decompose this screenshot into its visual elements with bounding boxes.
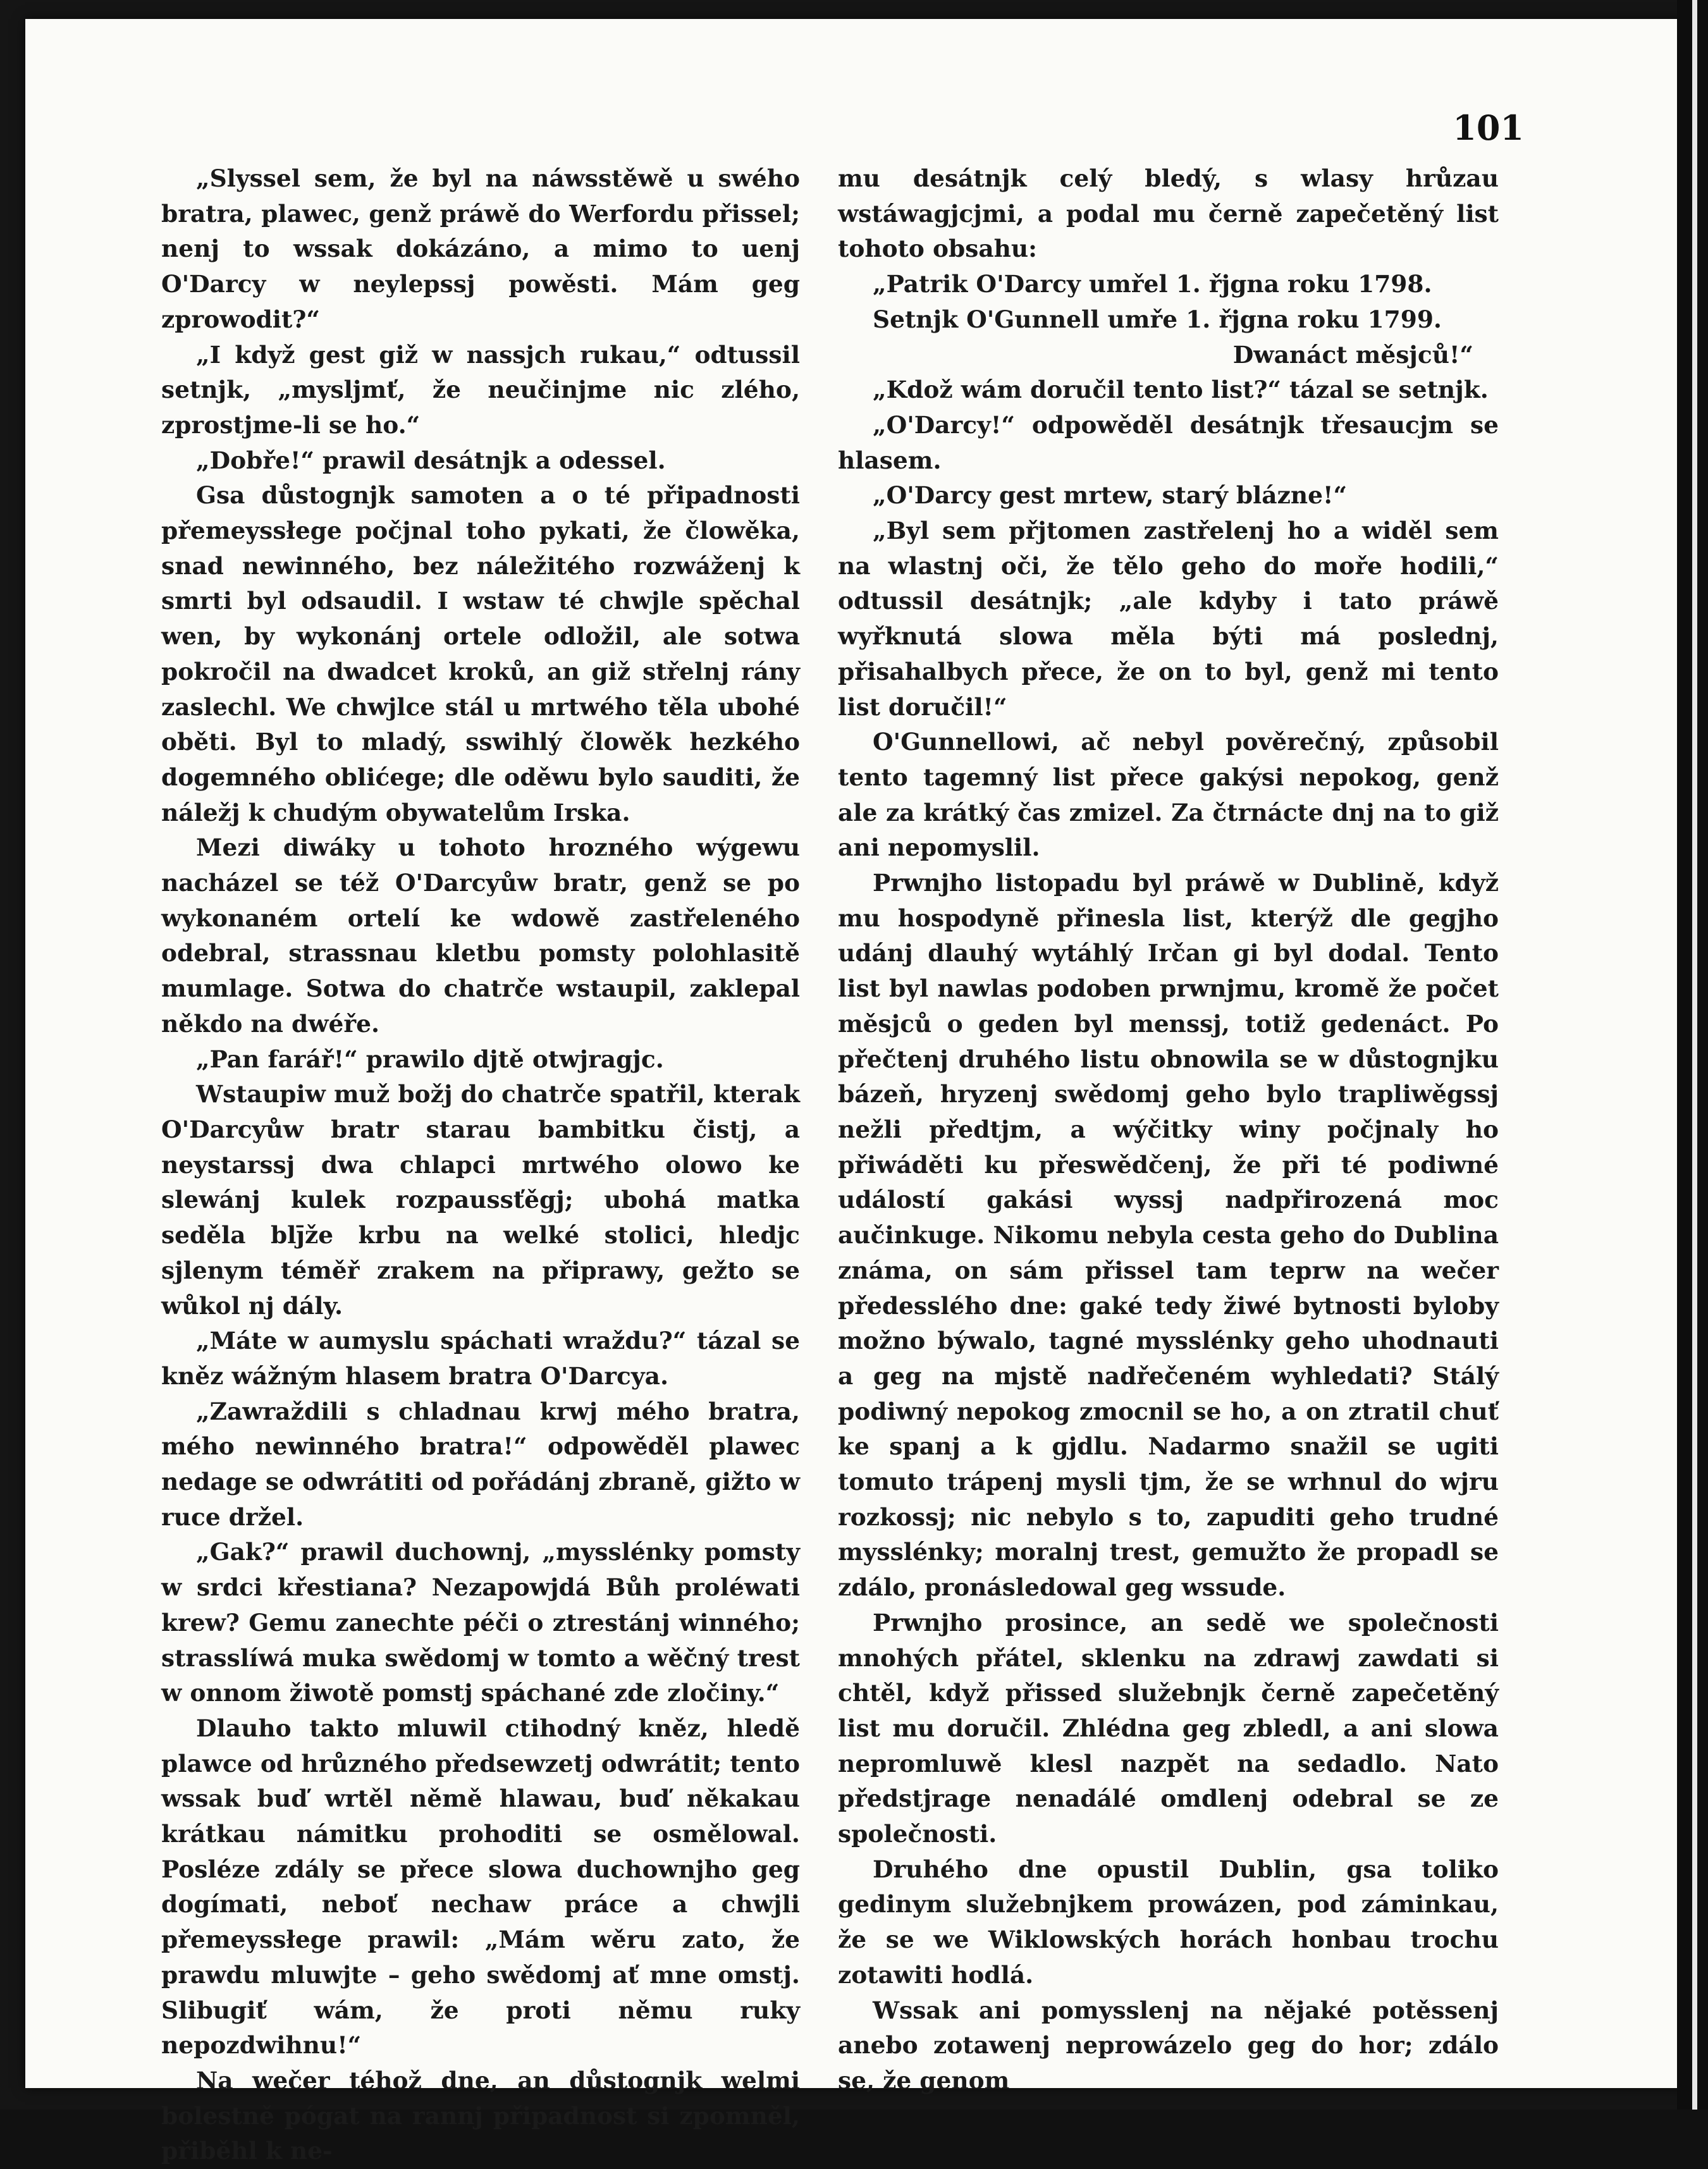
paragraph: „Dobře!“ prawil desátnjk a odessel. — [196, 446, 666, 474]
left-text-column — [161, 161, 800, 2169]
paragraph: Wstaupiw muž božj do chatrče spatřil, kterak O'Darcyůw bratr starau bambitku čistj, a neystarssj dwa chlapci mrtwého olowo ke slewánj kulek rozpaussťěgj; ubohá matka seděla blj̄že krbu na welké stolici, hledjc sjlenym téměř zrakem na připrawy, gežto se wůkol nj dály. — [161, 1080, 800, 1320]
paragraph: Prwnjho prosince, an sedě we společnosti mnohých přátel, sklenku na zdrawj zawdati si chtěl, když přissed služebnjk černě zapečetěný list mu doručil. Zhlédna geg zbledl, a ani slowa nepromluwě klesl nazpět na sedadlo. Nato předstjrage nenadálé omdlenj odebral se ze společnosti. — [838, 1608, 1499, 1848]
paragraph: „Byl sem přjtomen zastřelenj ho a widěl sem na wlastnj oči, že tělo geho do moře hodili,“ odtussil desátnjk; „ale kdyby i tato práwě wyřknutá slowa měla býti má poslednj, přisahalbych přece, že on to byl, genž mi tento list doručil!“ — [838, 517, 1499, 721]
paragraph: „Patrik O'Darcy umřel 1. řjgna roku 1798. — [873, 270, 1432, 298]
paragraph: mu desátnjk celý bledý, s wlasy hrůzau wstáwagjcjmi, a podal mu černě zapečetěný list tohoto obsahu: — [838, 164, 1499, 263]
paragraph: „Máte w aumyslu spáchati wraždu?“ tázal se kněz wážným hlasem bratra O'Darcya. — [161, 1327, 800, 1390]
paragraph: „Gak?“ prawil duchownj, „mysslénky pomsty w srdci křestiana? Nezapowjdá Bůh proléwati krew? Gemu zanechte péči o ztrestánj winného; strasslíwá muka swědomj w tomto a wěčný trest w onnom žiwotě pomstj spáchané zde zločiny.“ — [161, 1538, 800, 1707]
paragraph: Setnjk O'Gunnell umře 1. řjgna roku 1799. — [873, 305, 1442, 333]
paragraph: Mezi diwáky u tohoto hrozného wýgewu nacházel se též O'Darcyůw bratr, genž se po wykonaném ortelí ke wdowě zastřeleného odebral, strassnau kletbu pomsty polohlasitě mumlage. Sotwa do chatrče wstaupil, zaklepal někdo na dwéře. — [161, 833, 800, 1038]
scan-edge — [1677, 0, 1708, 2110]
paragraph: „Pan farář!“ prawilo djtě otwjragjc. — [196, 1045, 664, 1073]
paragraph: „I když gest giž w nassjch rukau,“ odtussil setnjk, „mysljmť, že neučinjme nic zlého, zprostjme-li se ho.“ — [161, 340, 800, 439]
right-text-column — [838, 161, 1499, 2099]
paragraph: Dwanáct měsjců!“ — [1232, 340, 1473, 369]
paragraph: Na wečer téhož dne, an důstognjk welmi bolestně pógat na rannj připadnost si zpomněl, přiběhl k ne- — [161, 2066, 800, 2165]
paragraph: „Zawraždili s chladnau krwj mého bratra, mého newinného bratra!“ odpowěděl plawec nedage se odwrátiti od pořádánj zbraně, gižto w ruce držel. — [161, 1397, 800, 1531]
paragraph: Prwnjho listopadu byl práwě w Dublině, když mu hospodyně přinesla list, kterýž dle gegjho udánj dlauhý wytáhlý Irčan gi byl dodal. Tento list byl nawlas podoben prwnjmu, kromě že počet měsjců o geden byl menssj, totiž gedenáct. Po přečtenj druhého listu obnowila se w důstognjku bázeň, hryzenj swědomj geho bylo trapliwěgssj nežli předtjm, a wýčitky winy počjnaly ho přiwáděti ku přeswědčenj, že při té podiwné událostí gakási wyssj nadpřirozená moc aučinkuge. Nikomu nebyla cesta geho do Dublina známa, on sám přissel tam teprw na wečer předesslého dne: gaké tedy žiwé bytnosti byloby možno býwalo, tagné mysslénky geho uhodnauti a geg na mjstě nadřečeném wyhledati? Stálý podiwný nepokog zmocnil se ho, a on ztratil chuť ke spanj a k gjdlu. Nadarmo snažil se ugiti tomuto trápenj mysli tjm, že se wrhnul do wjru rozkossj; nic nebylo s to, zapuditi geho trudné mysslénky; moralnj trest, gemužto že propadl se zdálo, pronásledowal geg wssude. — [838, 869, 1499, 1602]
paragraph: „Kdož wám doručil tento list?“ tázal se setnjk. — [873, 376, 1489, 404]
paragraph: Druhého dne opustil Dublin, gsa toliko gedinym služebnjkem prowázen, pod záminkau, že se we Wiklowských horách honbau trochu zotawiti hodlá. — [838, 1855, 1499, 1989]
page-number: 101 — [1453, 108, 1524, 148]
paragraph: Gsa důstognjk samoten a o té připadnosti přemeyssłege počjnal toho pykati, že člowěka, snad newinného, bez náležitého rozwáženj k smrti byl odsaudil. I wstaw té chwjle spěchal wen, by wykonánj ortele odložil, ale sotwa pokročil na dwadcet kroků, an giž střelnj rány zaslechl. We chwjlce stál u mrtwého těla ubohé oběti. Byl to mladý, sswihlý člowěk hezkého dogemného oblićege; dle oděwu bylo sauditi, že náležj k chudým obywatelům Irska. — [161, 481, 800, 826]
paragraph: O'Gunnellowi, ač nebyl pověrečný, způsobil tento tagemný list přece gakýsi nepokog, genž ale za krátký čas zmizel. Za čtrnácte dnj na to giž ani nepomyslil. — [838, 728, 1499, 862]
paragraph: „O'Darcy!“ odpowěděl desátnjk třesaucjm se hlasem. — [838, 410, 1499, 474]
paragraph: Dlauho takto mluwil ctihodný kněz, hledě plawce od hrůzného předsewzetj odwrátit; tento wssak buď wrtěl němě hlawau, buď někakau krátkau námitku prohoditi se osmělowal. Posléze zdály se přece slowa duchownjho geg dogímati, neboť nechaw práce a chwjli přemeyssłege prawil: „Mám wěru zato, že prawdu mluwjte – geho swědomj ať mne omstj. Slibugiť wám, že proti němu ruky nepozdwihnu!“ — [161, 1714, 800, 2060]
paragraph: „Slyssel sem, že byl na náwsstěwě u swého bratra, plawec, genž práwě do Werfordu přissel; nenj to wssak dokázáno, a mimo to uenj O'Darcy w neylepssj powěsti. Mám geg zprowodit?“ — [161, 164, 800, 333]
paragraph: „O'Darcy gest mrtew, starý blázne!“ — [873, 481, 1348, 510]
paragraph: Wssak ani pomysslenj na nějaké potěssenj anebo zotawenj neprowázelo geg do hor; zdálo se, že genom — [838, 1996, 1499, 2094]
